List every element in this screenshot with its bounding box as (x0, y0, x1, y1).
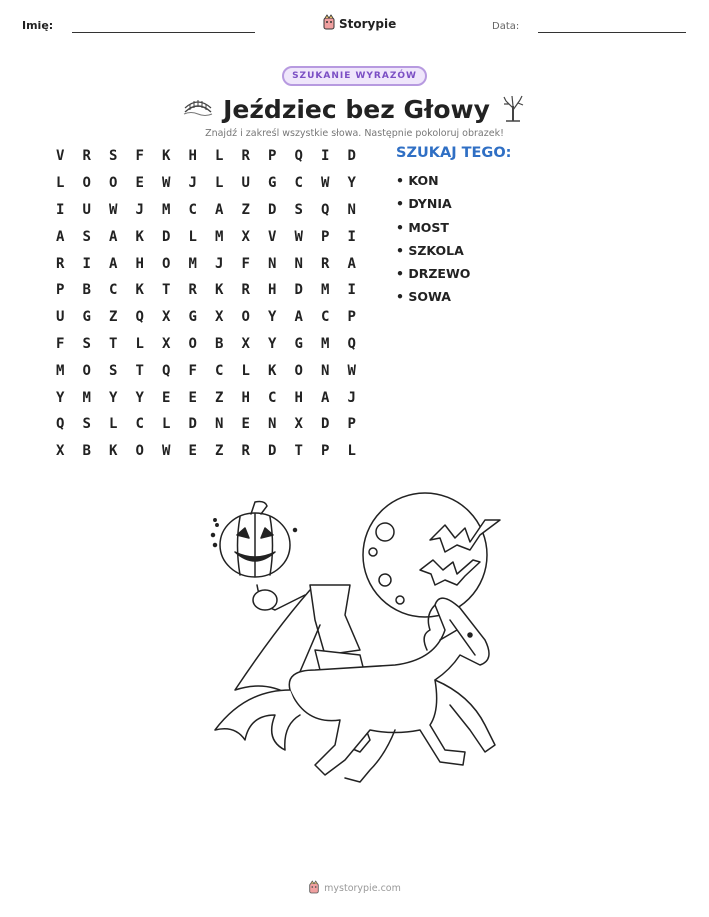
grid-letter[interactable]: O (109, 175, 118, 192)
grid-letter[interactable]: A (294, 309, 303, 326)
brand-name: Storypie (339, 16, 397, 31)
grid-letter[interactable]: O (82, 175, 91, 192)
grid-letter[interactable]: A (109, 228, 118, 245)
grid-letter[interactable]: X (162, 309, 171, 326)
grid-letter[interactable]: S (82, 416, 91, 433)
grid-letter[interactable]: L (347, 443, 356, 460)
grid-letter[interactable]: D (268, 201, 277, 218)
headless-horseman-illustration (195, 490, 515, 794)
grid-letter[interactable]: S (109, 148, 118, 165)
word-list-item: • KON (396, 173, 439, 188)
grid-letter[interactable]: L (109, 416, 118, 433)
grid-letter[interactable]: J (347, 389, 356, 406)
grid-letter[interactable]: T (162, 282, 171, 299)
grid-letter[interactable]: P (321, 228, 330, 245)
activity-badge: SZUKANIE WYRAZÓW (282, 66, 427, 86)
grid-letter[interactable]: T (294, 443, 303, 460)
grid-letter[interactable]: L (56, 175, 65, 192)
grid-letter[interactable]: K (135, 228, 144, 245)
grid-letter[interactable]: Z (215, 443, 224, 460)
grid-letter[interactable]: M (321, 282, 330, 299)
grid-letter[interactable]: C (109, 282, 118, 299)
grid-letter[interactable]: E (135, 175, 144, 192)
grid-letter[interactable]: Q (294, 148, 303, 165)
date-label: Data: (492, 21, 520, 32)
grid-letter[interactable]: S (82, 335, 91, 352)
grid-letter[interactable]: O (294, 362, 303, 379)
grid-letter[interactable]: C (135, 416, 144, 433)
grid-letter[interactable]: C (188, 201, 197, 218)
name-label: Imię: (22, 19, 54, 32)
grid-letter[interactable]: W (321, 175, 330, 192)
storypie-logo-icon (308, 880, 320, 897)
grid-letter[interactable]: H (188, 148, 197, 165)
grid-letter[interactable]: G (294, 335, 303, 352)
grid-letter[interactable]: R (82, 148, 91, 165)
grid-letter[interactable]: N (294, 255, 303, 272)
grid-letter[interactable]: O (82, 362, 91, 379)
grid-letter[interactable]: A (215, 201, 224, 218)
grid-letter[interactable]: O (241, 309, 250, 326)
grid-letter[interactable]: F (188, 362, 197, 379)
grid-letter[interactable]: D (162, 228, 171, 245)
grid-letter[interactable]: L (215, 148, 224, 165)
grid-letter[interactable]: H (241, 389, 250, 406)
grid-letter[interactable]: P (56, 282, 65, 299)
date-line[interactable] (538, 32, 686, 33)
grid-letter[interactable]: S (82, 228, 91, 245)
grid-letter[interactable]: A (321, 389, 330, 406)
grid-letter[interactable]: K (268, 362, 277, 379)
grid-letter[interactable]: W (294, 228, 303, 245)
grid-letter[interactable]: A (56, 228, 65, 245)
grid-letter[interactable]: K (162, 148, 171, 165)
grid-letter[interactable]: S (294, 201, 303, 218)
grid-letter[interactable]: D (188, 416, 197, 433)
grid-letter[interactable]: I (321, 148, 330, 165)
grid-letter[interactable]: I (347, 282, 356, 299)
grid-letter[interactable]: Y (268, 335, 277, 352)
grid-letter[interactable]: X (162, 335, 171, 352)
grid-letter[interactable]: C (215, 362, 224, 379)
grid-letter[interactable]: W (109, 201, 118, 218)
grid-letter[interactable]: Y (135, 389, 144, 406)
grid-letter[interactable]: W (162, 175, 171, 192)
grid-letter[interactable]: O (162, 255, 171, 272)
grid-letter[interactable]: D (321, 416, 330, 433)
grid-letter[interactable]: L (241, 362, 250, 379)
grid-letter[interactable]: R (56, 255, 65, 272)
grid-letter[interactable]: T (109, 335, 118, 352)
grid-letter[interactable]: K (215, 282, 224, 299)
grid-letter[interactable]: A (347, 255, 356, 272)
grid-letter[interactable]: V (56, 148, 65, 165)
grid-letter[interactable]: K (109, 443, 118, 460)
storypie-logo-icon (322, 14, 336, 33)
grid-letter[interactable]: L (162, 416, 171, 433)
grid-letter[interactable]: R (241, 148, 250, 165)
word-list-title: SZUKAJ TEGO: (396, 145, 512, 161)
grid-letter[interactable]: N (215, 416, 224, 433)
grid-letter[interactable]: V (268, 228, 277, 245)
word-list-item: • MOST (396, 219, 449, 235)
grid-letter[interactable]: X (241, 228, 250, 245)
grid-letter[interactable]: Z (109, 309, 118, 326)
grid-letter[interactable]: L (188, 228, 197, 245)
grid-letter[interactable]: Y (268, 309, 277, 326)
grid-letter[interactable]: G (188, 309, 197, 326)
grid-letter[interactable]: I (347, 228, 356, 245)
grid-letter[interactable]: E (241, 416, 250, 433)
grid-letter[interactable]: Y (56, 389, 65, 406)
grid-letter[interactable]: H (294, 389, 303, 406)
grid-letter[interactable]: P (347, 309, 356, 326)
grid-letter[interactable]: J (135, 201, 144, 218)
grid-letter[interactable]: E (188, 389, 197, 406)
grid-letter[interactable]: Y (109, 389, 118, 406)
grid-letter[interactable]: E (162, 389, 171, 406)
grid-letter[interactable]: M (56, 362, 65, 379)
bridge-icon (183, 96, 213, 122)
grid-letter[interactable]: O (188, 335, 197, 352)
grid-letter[interactable]: Y (347, 175, 356, 192)
grid-letter[interactable]: E (188, 443, 197, 460)
grid-letter[interactable]: M (321, 335, 330, 352)
grid-letter[interactable]: C (268, 389, 277, 406)
page-title: Jeździec bez Głowy (223, 94, 490, 124)
footer-url[interactable]: mystorypie.com (324, 883, 401, 894)
grid-letter[interactable]: A (109, 255, 118, 272)
grid-letter[interactable]: F (56, 335, 65, 352)
grid-letter[interactable]: Q (135, 309, 144, 326)
grid-letter[interactable]: K (135, 282, 144, 299)
grid-letter[interactable]: P (347, 416, 356, 433)
grid-letter[interactable]: L (215, 175, 224, 192)
grid-letter[interactable]: R (321, 255, 330, 272)
brand-logo (322, 14, 396, 33)
grid-letter[interactable]: P (268, 148, 277, 165)
grid-letter[interactable]: B (82, 443, 91, 460)
grid-letter[interactable]: U (82, 201, 91, 218)
grid-letter[interactable]: D (347, 148, 356, 165)
grid-letter[interactable]: G (82, 309, 91, 326)
grid-letter[interactable]: R (188, 282, 197, 299)
grid-letter[interactable]: Q (347, 335, 356, 352)
instructions: Znajdź i zakreśl wszystkie słowa. Następnie pokoloruj obrazek! (205, 128, 504, 139)
grid-letter[interactable]: H (135, 255, 144, 272)
grid-letter[interactable]: X (294, 416, 303, 433)
word-list-item: • SOWA (396, 289, 451, 305)
grid-letter[interactable]: Q (321, 201, 330, 218)
word-list-item: • SZKOLA (396, 242, 464, 258)
grid-letter[interactable]: Q (162, 362, 171, 379)
grid-letter[interactable]: X (215, 309, 224, 326)
grid-letter[interactable]: N (268, 416, 277, 433)
grid-letter[interactable]: D (268, 443, 277, 460)
footer (308, 880, 401, 897)
grid-letter[interactable]: R (241, 443, 250, 460)
grid-letter[interactable]: J (215, 255, 224, 272)
grid-letter[interactable]: W (347, 362, 356, 379)
grid-letter[interactable]: Z (241, 201, 250, 218)
grid-letter[interactable]: J (188, 175, 197, 192)
grid-letter[interactable]: C (294, 175, 303, 192)
grid-letter[interactable]: C (321, 309, 330, 326)
grid-letter[interactable]: I (56, 201, 65, 218)
grid-letter[interactable]: T (135, 362, 144, 379)
grid-letter[interactable]: N (268, 255, 277, 272)
grid-letter[interactable]: B (215, 335, 224, 352)
grid-letter[interactable]: M (82, 389, 91, 406)
tree-icon (500, 92, 526, 126)
grid-letter[interactable]: X (56, 443, 65, 460)
grid-letter[interactable]: Z (215, 389, 224, 406)
grid-letter[interactable]: W (162, 443, 171, 460)
grid-letter[interactable]: M (215, 228, 224, 245)
grid-letter[interactable]: H (268, 282, 277, 299)
word-list-item: • DYNIA (396, 196, 452, 212)
grid-letter[interactable]: F (241, 255, 250, 272)
grid-letter[interactable]: P (321, 443, 330, 460)
grid-letter[interactable]: N (347, 201, 356, 218)
grid-letter[interactable]: S (109, 362, 118, 379)
name-line[interactable] (72, 32, 255, 33)
grid-letter[interactable]: B (82, 282, 91, 299)
grid-letter[interactable]: M (188, 255, 197, 272)
grid-letter[interactable]: X (241, 335, 250, 352)
grid-letter[interactable]: Q (56, 416, 65, 433)
grid-letter[interactable]: D (294, 282, 303, 299)
grid-letter[interactable]: F (135, 148, 144, 165)
grid-letter[interactable]: O (135, 443, 144, 460)
word-list-item: • DRZEWO (396, 266, 471, 282)
grid-letter[interactable]: U (241, 175, 250, 192)
grid-letter[interactable]: N (321, 362, 330, 379)
grid-letter[interactable]: R (241, 282, 250, 299)
grid-letter[interactable]: I (82, 255, 91, 272)
grid-letter[interactable]: U (56, 309, 65, 326)
grid-letter[interactable]: G (268, 175, 277, 192)
grid-letter[interactable]: L (135, 335, 144, 352)
letter-grid (47, 143, 365, 465)
word-list (396, 173, 470, 313)
grid-letter[interactable]: M (162, 201, 171, 218)
